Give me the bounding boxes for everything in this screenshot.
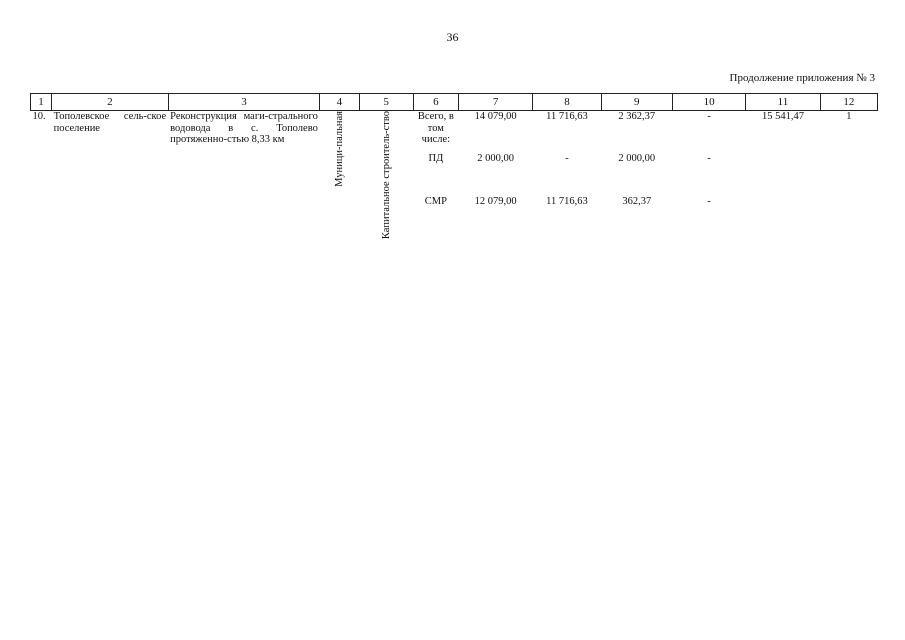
object-cell: Реконструкция маги-стрального водовода в с. Тополево протяженно-стью 8,33 км — [170, 111, 318, 145]
work-type-text: Капитальное строитель-ство — [380, 111, 392, 240]
col-header: 1 — [31, 94, 52, 111]
col-header: 10 — [672, 94, 745, 111]
cell-col7: 2 000,00 — [477, 153, 515, 164]
cell-col9: 2 000,00 — [618, 153, 656, 164]
cell-col8: 11 716,63 — [546, 111, 588, 122]
cell-col7: 12 079,00 — [474, 196, 517, 208]
cell-col11: 15 541,47 — [761, 111, 804, 122]
cell-col7: 14 079,00 — [474, 111, 517, 122]
line-label: Всего, в том числе: — [417, 111, 454, 145]
cell-col10: - — [707, 196, 711, 208]
cell-col8: - — [565, 153, 569, 164]
col-header: 6 — [413, 94, 458, 111]
col-header: 11 — [746, 94, 820, 111]
page-number: 36 — [446, 30, 459, 44]
cell-col10: - — [707, 111, 711, 122]
col-header: 4 — [320, 94, 359, 111]
settlement-cell: Тополевское сель-ское поселение — [53, 111, 167, 134]
col-header: 9 — [601, 94, 672, 111]
cell-col9: 362,37 — [622, 196, 652, 208]
row-number: 10. — [32, 111, 46, 122]
col-header: 12 — [820, 94, 877, 111]
continuation-label: Продолжение приложения № 3 — [729, 72, 875, 84]
cell-col8: 11 716,63 — [546, 196, 588, 208]
line-label: ПД — [428, 153, 444, 164]
line-label: СМР — [424, 196, 447, 208]
col-header: 2 — [52, 94, 169, 111]
cell-col12: 1 — [846, 111, 852, 122]
header-row — [31, 94, 878, 111]
col-header: 3 — [168, 94, 320, 111]
cell-col10: - — [707, 153, 711, 164]
ownership-cell — [320, 111, 359, 240]
col-header: 5 — [359, 94, 413, 111]
col-header: 8 — [533, 94, 601, 111]
col-header: 7 — [458, 94, 532, 111]
work-type-cell — [359, 111, 413, 240]
cell-col9: 2 362,37 — [618, 111, 656, 122]
table-row — [31, 111, 878, 154]
appendix-table — [30, 93, 878, 239]
ownership-text: Муници-пальная — [333, 111, 345, 187]
